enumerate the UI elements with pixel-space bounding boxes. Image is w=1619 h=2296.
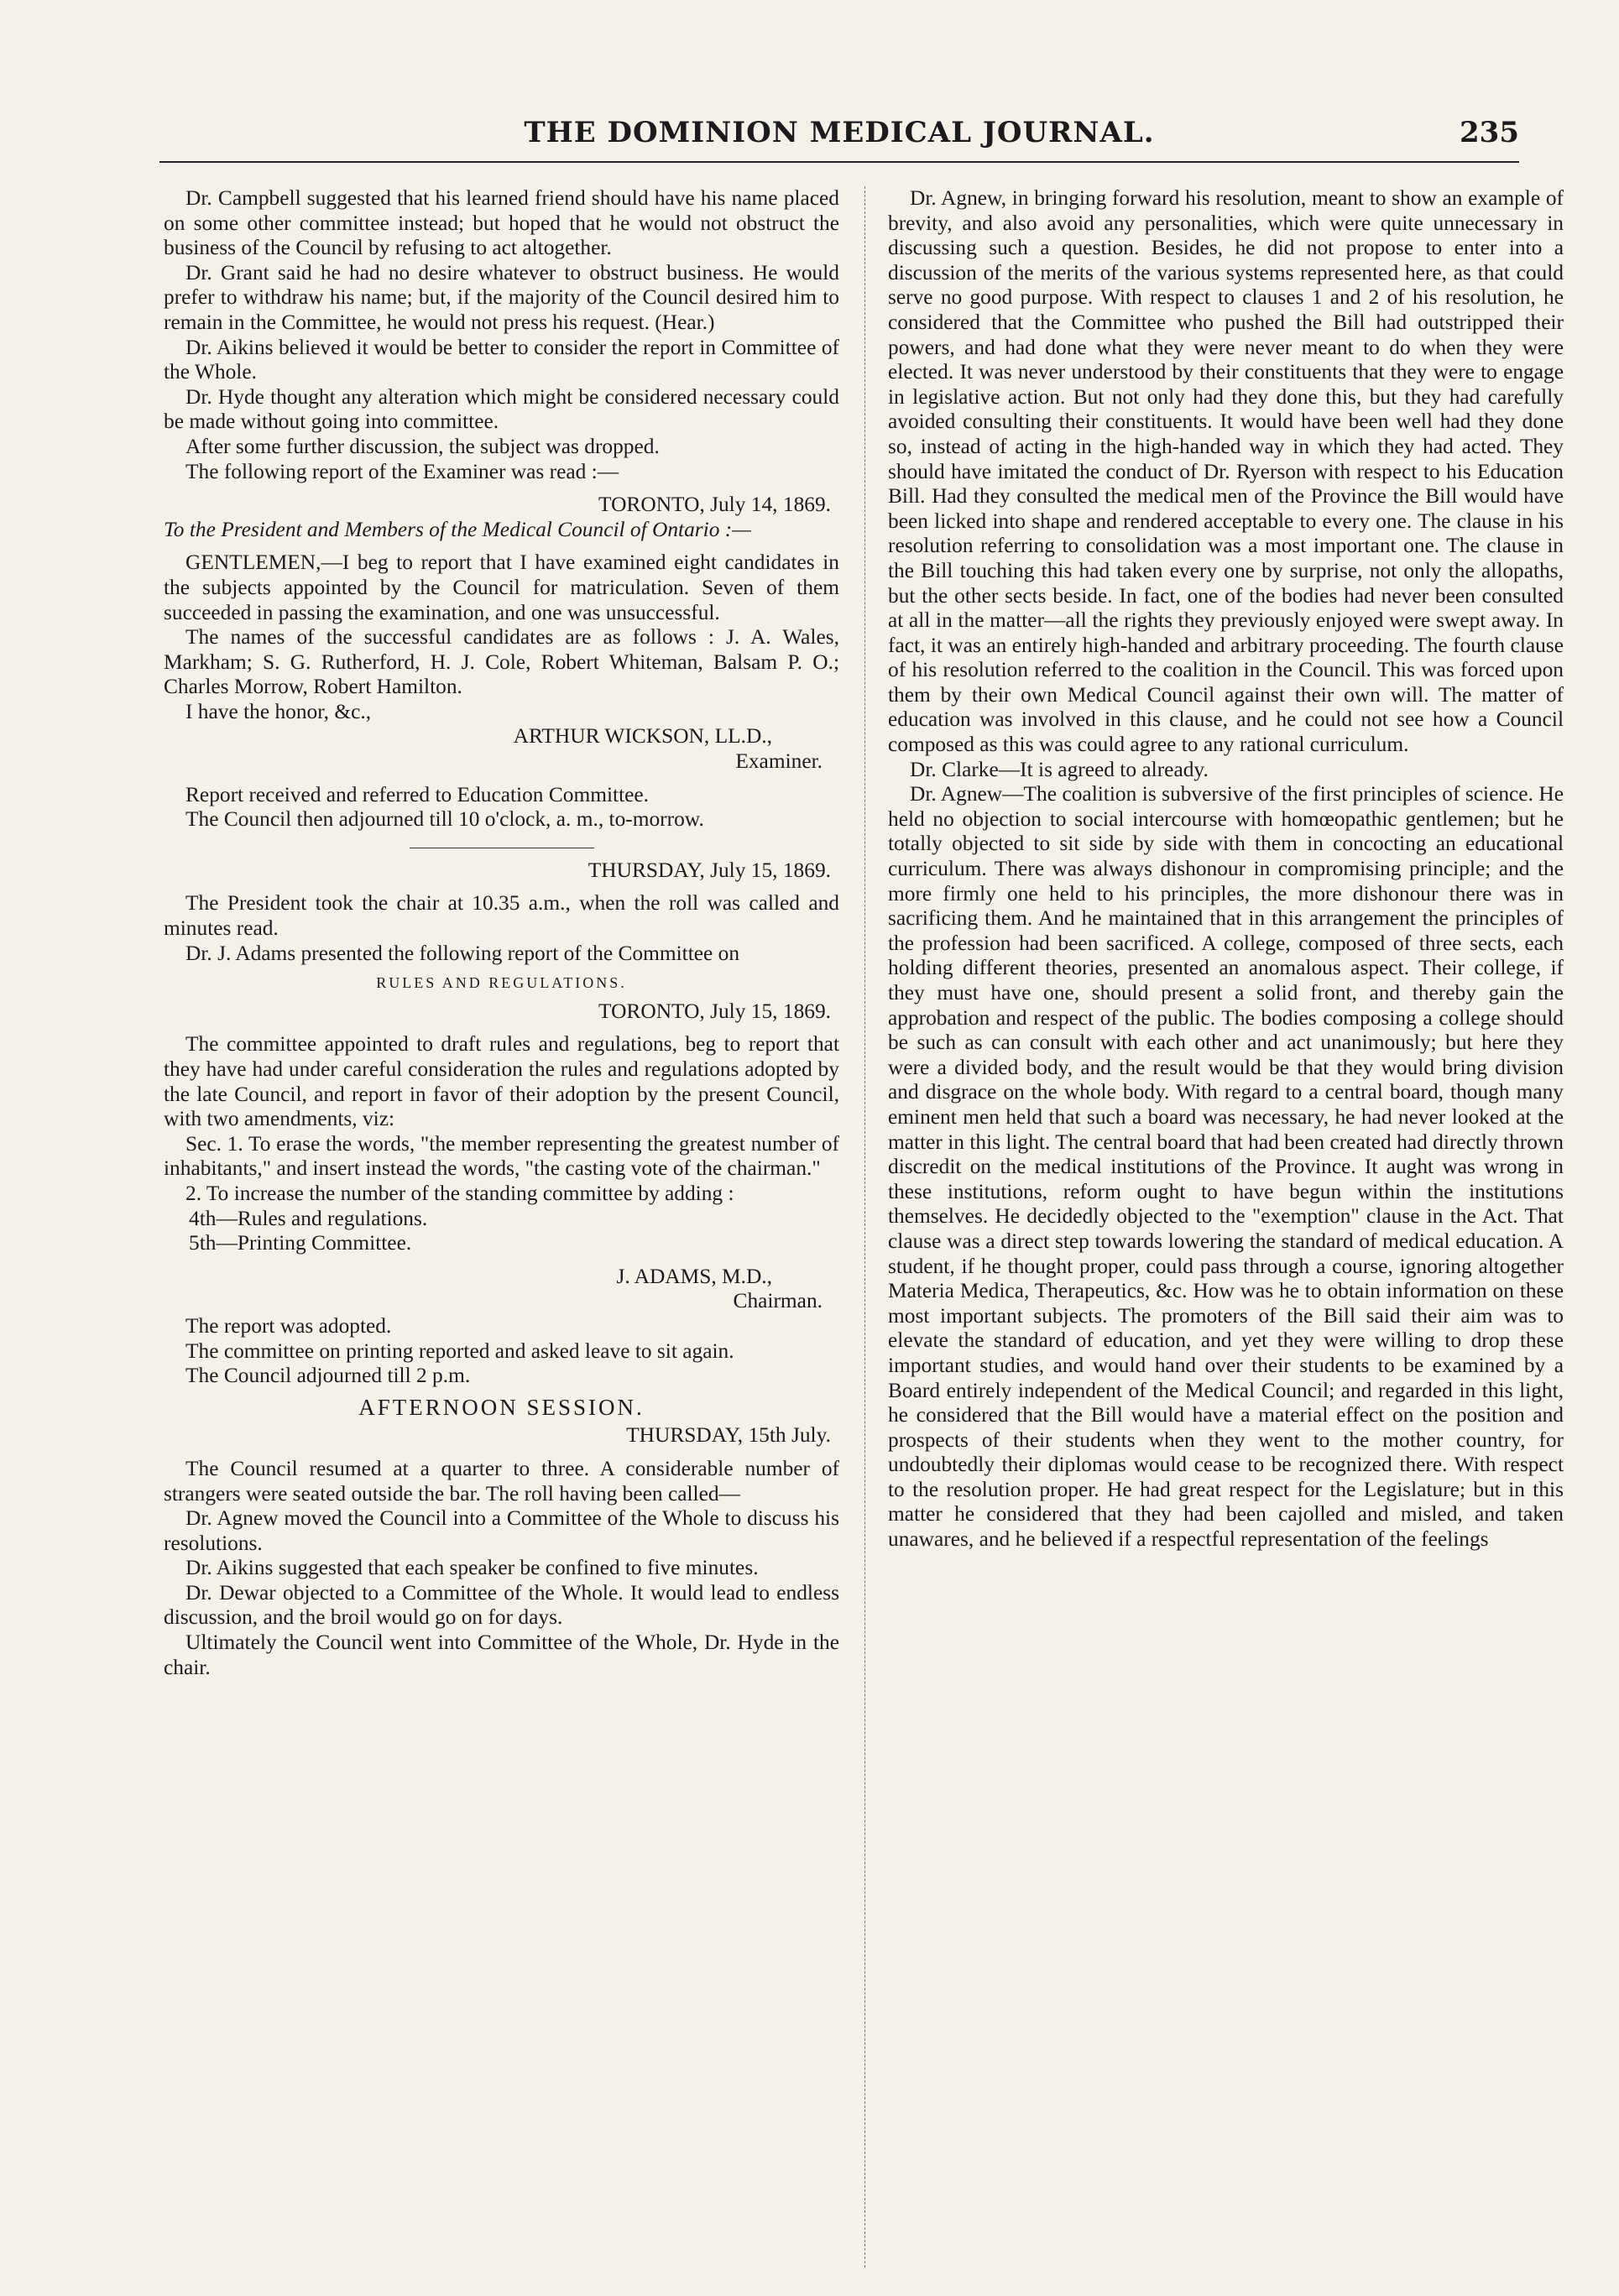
subheading: RULES AND REGULATIONS. <box>376 974 627 992</box>
paragraph: I have the honor, &c., <box>185 699 372 723</box>
paragraph: Report received and referred to Education Committee. <box>185 782 650 806</box>
paragraph: Dr. Hyde thought any alteration which might be considered necessary could be made without going into committee. <box>164 384 839 434</box>
paragraph: The President took the chair at 10.35 a.m., when the roll was called and minutes read. <box>164 891 839 941</box>
paragraph: Dr. Grant said he had no desire whatever to obstruct business. He would prefer to withdraw his name; but, if the majority of the Council desired him to remain in the Committee, he would not press his request. (Hear.) <box>164 260 839 334</box>
paragraph: Dr. Campbell suggested that his learned friend should have his name placed on some other committee instead; but hoped that he would not obstruct the business of the Council by refusing to act altogether. <box>164 186 839 260</box>
paragraph: Dr. J. Adams presented the following report of the Committee on <box>185 941 740 965</box>
paragraph: Dr. Agnew, in bringing forward his resolution, meant to show an example of brevity, and also avoid any personalities, which were quite unnecessary in discussing such a question. Besides, he did not propose to enter into a discussion of the merits of the various systems represented here, as that could serve no good purpose. With respect to clauses 1 and 2 of his resolution, he considered that the Committee who pushed the Bill had outstripped their powers, and had done what they were never meant to do when they were elected. It was never understood by their constituents that they were to engage in legislative action. But not only had they done this, but they had carefully avoided consulting their constituents. It would have been well had they done so, instead of acting in the high-handed way in which they had acted. They should have imitated the conduct of Dr. Ryerson with respect to his Education Bill. Had they consulted the medical men of the Province the Bill would have been licked into shape and rendered acceptable to every one. The clause in his resolution referring to consolidation was a most important one. The clause in the Bill touching this had taken every one by surprise, not only the allopaths, but the other sects beside. In fact, one of the bodies had never been consulted at all in the matter—all the rights they previously enjoyed were swept away. In fact, it was an entirely high-handed and arbitrary proceeding. The fourth clause of his resolution referred to the coalition in the Council. This was forced upon them by their own Medical Council against their own will. The matter of education was involved in this clause, and he could not see how a Council composed as this was could agree to any rational curriculum. <box>888 186 1564 757</box>
paragraph: Dr. Clarke—It is agreed to already. <box>910 757 1209 781</box>
signature-title: Examiner. <box>735 749 823 774</box>
dateline: TORONTO, July 14, 1869. <box>598 493 831 517</box>
paragraph: The names of the successful candidates are as follows : J. A. Wales, Markham; S. G. Rutherford, H. J. Cole, Robert Whiteman, Balsam P. O.; Charles Morrow, Robert Hamilton. <box>164 625 839 699</box>
dateline: THURSDAY, 15th July. <box>626 1423 831 1448</box>
paragraph: Dr. Aikins suggested that each speaker be confined to five minutes. <box>185 1556 759 1580</box>
paragraph: 2. To increase the number of the standing committee by adding : <box>185 1181 734 1205</box>
paragraph: The report was adopted. <box>185 1313 392 1338</box>
section-heading: AFTERNOON SESSION. <box>358 1394 645 1420</box>
dateline: THURSDAY, July 15, 1869. <box>588 858 831 882</box>
paragraph: Dr. Aikins believed it would be better to consider the report in Committee of the Whole. <box>164 335 839 384</box>
page-header <box>159 109 1519 159</box>
paragraph: The following report of the Examiner was read :— <box>185 459 619 483</box>
right-column <box>888 186 1564 1552</box>
paragraph: Dr. Agnew moved the Council into a Committee of the Whole to discuss his resolutions. <box>164 1506 839 1555</box>
paragraph: Dr. Agnew—The coalition is subversive of the first principles of science. He held no objection to social intercourse with homœopathic gentlemen; but he totally objected to sit side by side with them in concocting an educational curriculum. There was always dishonour in compromising principle; and the more firmly one held to his principles, the more dishonour there was in sacrificing them. And he maintained that in this arrangement the principles of the profession had been sacrificed. A college, composed of three sects, each holding different theories, presented an anomalous aspect. Their college, if they must have one, should present a solid front, and thereby gain the approbation and respect of the public. The bodies composing a college should be such as can consult with each other and act unanimously; but here they were a divided body, and the result would be that they would bring division and disgrace on the whole body. With regard to a central board, though many eminent men held that such a board was necessary, he had never looked at the matter in this light. The central board that had been created had directly thrown discredit on the medical institutions of the Province. It aught was wrong in these institutions, reform ought to have begun within the institutions themselves. He decidedly objected to the "exemption" clause in the Act. That clause was a direct step towards lowering the standard of medical education. A student, if he thought proper, could pass through a course, ignoring altogether Materia Medica, Therapeutics, &c. How was he to obtain information on these most important subjects. The promoters of the Bill said their aim was to elevate the standard of education, and yet they were willing to drop these important studies, and would hand over their students to be examined by a Board entirely independent of the Medical Council; and regarded in this light, he considered that the Bill would have a material effect on the position and prospects of their students when they went to the mother country, for undoubtedly their diplomas would cease to be recognized there. With respect to the resolution proper. He had great respect for the Legislature; but in this matter he considered that they had been cajolled and misled, and taken unawares, and he believed if a respectful representation of the feelings <box>888 782 1564 1552</box>
paragraph: Ultimately the Council went into Committee of the Whole, Dr. Hyde in the chair. <box>164 1631 839 1679</box>
paragraph: The Council then adjourned till 10 o'clock, a. m., to-morrow. <box>185 807 704 832</box>
paragraph: GENTLEMEN,—I beg to report that I have examined eight candidates in the subjects appointed by the Council for matriculation. Seven of them succeeded in passing the examination, and one was unsuccessful. <box>164 551 839 624</box>
signature-title: Chairman. <box>733 1289 823 1313</box>
paragraph: The Council adjourned till 2 p.m. <box>185 1364 471 1388</box>
list-item: 5th—Printing Committee. <box>189 1231 412 1255</box>
signature-name: J. ADAMS, M.D., <box>616 1264 772 1288</box>
paragraph: After some further discussion, the subject was dropped. <box>185 434 660 458</box>
paragraph: The committee on printing reported and asked leave to sit again. <box>185 1338 734 1363</box>
page-number: 235 <box>1460 116 1519 149</box>
running-title: THE DOMINION MEDICAL JOURNAL. <box>524 116 1155 149</box>
header-rule <box>159 161 1519 163</box>
paragraph: The committee appointed to draft rules and regulations, beg to report that they have had under careful consideration the rules and regulations adopted by the late Council, and report in favor of their adoption by the present Council, with two amendments, viz: <box>164 1032 839 1131</box>
list-item: 4th—Rules and regulations. <box>189 1206 428 1230</box>
paragraph: The Council resumed at a quarter to three. A considerable number of strangers were seated outside the bar. The roll having been called— <box>164 1456 839 1505</box>
left-column <box>164 186 839 1680</box>
signature-name: ARTHUR WICKSON, LL.D., <box>513 724 772 749</box>
dateline: TORONTO, July 15, 1869. <box>598 999 831 1023</box>
address-line: To the President and Members of the Medical Council of Ontario :— <box>164 517 751 541</box>
paragraph: Dr. Dewar objected to a Committee of the Whole. It would lead to endless discussion, and the broil would go on for days. <box>164 1580 839 1630</box>
paragraph: Sec. 1. To erase the words, "the member representing the greatest number of inhabitants," and insert instead the words, "the casting vote of the chairman." <box>164 1131 839 1181</box>
column-divider <box>864 186 865 2267</box>
